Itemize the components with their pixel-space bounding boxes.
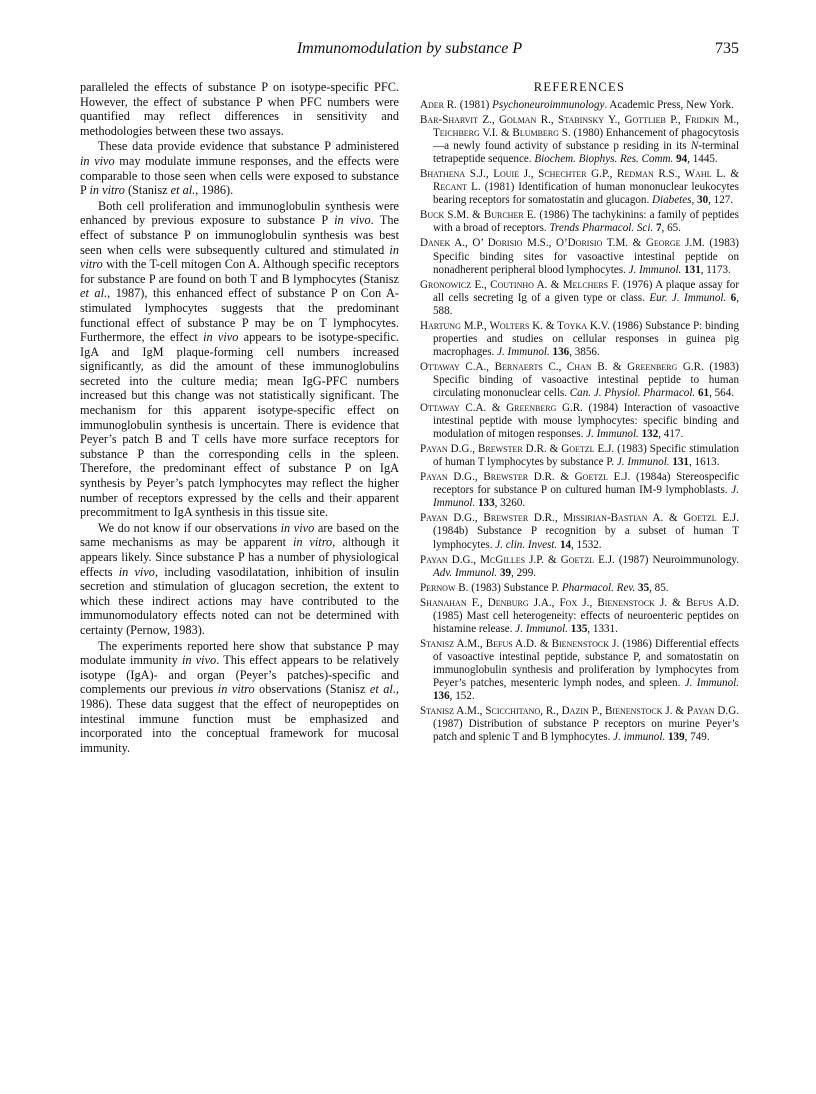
text-run: , 749. bbox=[684, 731, 710, 744]
italic-text: J. Immunol. bbox=[433, 484, 739, 510]
body-text-column bbox=[80, 80, 399, 755]
reference-entry bbox=[420, 512, 739, 551]
volume-number: 139 bbox=[668, 731, 685, 744]
italic-text: Psychoneuroimmunology bbox=[492, 99, 605, 111]
text-run: . Academic Press, New York. bbox=[604, 99, 734, 111]
volume-number: 30 bbox=[697, 194, 709, 207]
italic-text: in vivo bbox=[334, 213, 371, 228]
italic-text: J. clin. Invest. bbox=[495, 538, 558, 551]
text-run: (1976) A plaque assay for all cells secreting Ig of a given type or class. bbox=[433, 278, 740, 304]
text-run: (1984) Interaction of vasoactive intestinal peptide with mouse lymphocytes: specific binding and modulation of mitogen responses. bbox=[433, 402, 740, 441]
italic-text: J. Immunol. bbox=[497, 345, 550, 358]
text-run: , 564. bbox=[709, 386, 735, 399]
reference-entry bbox=[420, 597, 739, 636]
volume-number: 136 bbox=[433, 690, 450, 703]
italic-text: N bbox=[690, 140, 699, 153]
reference-entry bbox=[420, 114, 739, 166]
references-column bbox=[420, 80, 739, 746]
italic-text: in vitro bbox=[217, 682, 255, 697]
text-run: , 1445. bbox=[687, 153, 718, 166]
text-run: (1984b) Substance P recognition by a subset of human T lymphocytes. bbox=[433, 525, 739, 551]
text-run: with the T-cell mitogen Con A. Although specific receptors for substance P are found on both T and B lymphocytes (Stanisz bbox=[80, 257, 399, 286]
italic-text: Biochem. Biophys. Res. Comm. bbox=[534, 153, 674, 166]
text-run: (1986) The tachykinins: a family of peptides with a broad of receptors. bbox=[433, 209, 740, 235]
text-run: (1986) Substance P: binding properties and studies on cellular responses in guinea pig macrophages. bbox=[433, 319, 739, 358]
text-run: (1983) Specific stimulation of human T lymphocytes by substance P. bbox=[433, 443, 739, 469]
text-run: (1983) Specific binding sites for vasoactive intestinal peptide on nonadherent peripheral blood lymphocytes. bbox=[433, 237, 739, 276]
page-number: 735 bbox=[715, 40, 739, 57]
text-run: (1985) Mast cell heterogeneity: effects of neuroenteric peptides on histamine release. bbox=[433, 609, 739, 635]
text-run: (1987) Distribution of substance P receptors on murine Peyer’s patch and splenic T and B lymphocytes. bbox=[433, 718, 739, 744]
volume-number: 136 bbox=[552, 345, 570, 358]
text-run: , 3856. bbox=[569, 345, 600, 358]
text-run: , 299. bbox=[511, 566, 537, 579]
text-run: Both cell proliferation and immunoglobulin synthesis were enhanced by previous exposure to substance P bbox=[80, 198, 399, 228]
text-run: (1987) Neuroimmunology. bbox=[614, 553, 739, 566]
reference-entry bbox=[420, 209, 739, 235]
text-run: , 152. bbox=[449, 690, 475, 703]
italic-text: Trends Pharmacol. Sci. bbox=[549, 222, 654, 235]
italic-text: J. Immunol. bbox=[616, 456, 670, 469]
italic-text: J. Immunol. bbox=[515, 622, 568, 635]
text-run: , 1986). bbox=[195, 183, 234, 198]
text-run: (1986) Differential effects of vasoactive intestinal peptide, substance P, and somatostatin on immunoglobulin synthesis and proliferation by lymphocytes from Peyer’s patches, mesenteric lymph nodes, and spleen. bbox=[433, 637, 739, 689]
body-paragraph bbox=[80, 199, 399, 520]
volume-number: 14 bbox=[559, 538, 572, 551]
text-run: (1981) Identification of human mononuclear leukocytes bearing receptors for somatostatin and glucagon. bbox=[433, 181, 739, 207]
volume-number: 94 bbox=[676, 153, 688, 166]
text-run: , 3260. bbox=[494, 497, 526, 510]
reference-entry bbox=[420, 320, 739, 359]
text-run: , 127. bbox=[708, 194, 734, 207]
reference-entry bbox=[420, 361, 739, 400]
text-run: , 1986). These data suggest that the effect of neuropeptides on intestinal immune function must be emphasized and incorporated into the conceptual framework for mucosal immunity. bbox=[80, 682, 399, 755]
italic-text: Can. J. Physiol. Pharmacol. bbox=[569, 386, 696, 399]
text-run: appears to be isotype-specific. IgA and IgM plaque-forming cell numbers increased significantly, as did the amount of these immunoglobulins secreted into the culture media; mean IgG-PFC numbers increased but this change was not statistically significant. The mechanism for this apparent isotype-specific effect on immunoglobulin synthesis is uncertain. There is evidence that Peyer’s patch B and T cells have more surface receptors for substance P than the corresponding cells in the spleen. Therefore, the predominant effect of substance P on IgA synthesis by Peyer’s patch lymphocytes may reflect the higher number of receptors expressed by the cells and their apparent precommitment to IgA synthesis in this tissue site. bbox=[80, 330, 399, 520]
volume-number: 7 bbox=[655, 222, 662, 235]
text-run: (1983) Specific binding of vasoactive intestinal peptide to human circulating mononuclear cells. bbox=[433, 360, 739, 399]
reference-entry bbox=[420, 471, 739, 510]
italic-text: Adv. Immunol. bbox=[433, 566, 498, 579]
text-run: (1980) Enhancement of phagocytosis—a newly found activity of substance p residing in its bbox=[433, 127, 739, 153]
reference-entry bbox=[420, 554, 739, 580]
reference-authors: Payan D.G., Brewster D.R. & Goetzl E.J. bbox=[420, 471, 631, 484]
volume-number: 6 bbox=[730, 291, 737, 304]
volume-number: 39 bbox=[499, 566, 512, 579]
volume-number: 133 bbox=[478, 497, 495, 510]
reference-authors: Payan D.G., McGilles J.P. & Goetzl E.J. bbox=[420, 553, 615, 566]
italic-text: et al. bbox=[369, 682, 396, 697]
italic-text: J. Immunol. bbox=[628, 263, 682, 276]
italic-text: in vitro bbox=[80, 242, 399, 272]
reference-authors: Payan D.G., Brewster D.R. & Goetzl E.J. bbox=[420, 443, 615, 456]
text-run: . The effect of substance P on immunoglobulin synthesis was best seen when cells were subsequently cultured and stimulated bbox=[80, 213, 399, 257]
text-run: (1983) Substance P. bbox=[468, 581, 562, 594]
reference-authors: Gronowicz E., Coutinho A. & Melchers F. bbox=[420, 278, 620, 291]
text-run: (Stanisz bbox=[124, 183, 171, 198]
reference-authors: Bhathena S.J., Louie J., Schechter G.P., Redman R.S., Wahl L. & Recant L. bbox=[420, 168, 739, 194]
text-run: , bbox=[691, 194, 698, 207]
reference-entry bbox=[420, 402, 739, 441]
page-header bbox=[80, 38, 739, 60]
volume-number: 61 bbox=[697, 386, 710, 399]
text-run: observations (Stanisz bbox=[254, 682, 370, 697]
reference-entry bbox=[420, 237, 739, 276]
reference-authors: Bar-Sharvit Z., Golman R., Stabinsky Y., Gottlieb P., Fridkin M., Teichberg V.I. & Blumberg S. bbox=[420, 114, 739, 140]
text-run: may modulate immune responses, and the effects were comparable to those seen when cells were exposed to substance P bbox=[80, 153, 399, 198]
text-run: (1984a) Stereospecific receptors for substance P on cultured human IM-9 lymphoblasts. bbox=[433, 471, 740, 497]
text-run: , 1331. bbox=[587, 622, 618, 635]
reference-authors: Stanisz A.M., Scicchitano, R., Dazin P., Bienenstock J. & Payan D.G. bbox=[420, 705, 739, 718]
text-run: , 1987), this enhanced effect of substance P on Con A-stimulated lymphocytes suggests that the predominant functional effect of substance P may be on T lymphocytes. Furthermore, the effect bbox=[80, 286, 399, 345]
italic-text: Pharmacol. Rev. bbox=[561, 581, 636, 594]
text-run: , 1532. bbox=[571, 538, 602, 551]
italic-text: in vitro bbox=[89, 183, 125, 198]
body-paragraph bbox=[80, 639, 399, 756]
reference-entry bbox=[420, 168, 739, 207]
italic-text: in vivo bbox=[203, 330, 239, 345]
reference-entry bbox=[420, 99, 739, 112]
reference-authors: Stanisz A.M., Befus A.D. & Bienenstock J. bbox=[420, 637, 620, 650]
italic-text: et al. bbox=[170, 183, 196, 198]
reference-authors: Buck S.M. & Burcher E. bbox=[420, 209, 537, 222]
reference-authors: Danek A., O’ Dorisio M.S., O’Dorisio T.M. & George J.M. bbox=[420, 237, 705, 250]
text-run: paralleled the effects of substance P on isotype-specific PFC. However, the effect of substance P when PFC numbers were quantified may reflect differences in sensitivity and methodologies between these two assays. bbox=[80, 80, 399, 138]
italic-text: in vivo bbox=[80, 153, 115, 168]
italic-text: J. Immunol. bbox=[586, 428, 639, 441]
text-run: The experiments reported here show that substance P may modulate immunity bbox=[80, 638, 399, 668]
references-heading: REFERENCES bbox=[533, 80, 626, 94]
body-paragraph bbox=[80, 139, 399, 197]
reference-authors: Pernow B. bbox=[420, 581, 469, 594]
body-paragraph bbox=[80, 521, 399, 638]
text-run: , 65. bbox=[661, 222, 681, 235]
text-run: , 85. bbox=[649, 581, 669, 594]
reference-authors: Ottaway C.A. & Greenberg G.R. bbox=[420, 402, 583, 415]
reference-entry bbox=[420, 443, 739, 469]
running-title: Immunomodulation by substance P bbox=[296, 40, 523, 57]
text-run: , 1173. bbox=[700, 263, 731, 276]
italic-text: J. Immunol. bbox=[684, 676, 739, 689]
italic-text: Eur. J. Immunol. bbox=[649, 291, 727, 304]
italic-text: in vivo bbox=[118, 564, 155, 579]
reference-authors: Shanahan F., Denburg J.A., Fox J., Bienenstock J. & Befus A.D. bbox=[420, 596, 739, 609]
text-run: . This effect appears to be relatively isotype (IgA)- and organ (Peyer’s patches)-specific and complements our previous bbox=[80, 653, 399, 697]
volume-number: 35 bbox=[638, 581, 650, 594]
reference-authors: Ader R. bbox=[420, 99, 457, 111]
volume-number: 131 bbox=[672, 456, 689, 469]
reference-entry bbox=[420, 582, 739, 595]
text-run: , 1613. bbox=[688, 456, 720, 469]
reference-authors: Hartung M.P., Wolters K. & Toyka K.V. bbox=[420, 319, 610, 332]
body-paragraph bbox=[80, 80, 399, 138]
text-run: We do not know if our observations bbox=[98, 520, 281, 535]
reference-list bbox=[420, 99, 739, 744]
italic-text: J. immunol. bbox=[613, 731, 666, 744]
reference-entry bbox=[420, 705, 739, 744]
italic-text: in vivo bbox=[280, 520, 315, 535]
reference-entry bbox=[420, 279, 739, 318]
volume-number: 135 bbox=[570, 622, 588, 635]
text-run: These data provide evidence that substance P administered bbox=[98, 139, 399, 154]
volume-number: 132 bbox=[641, 428, 659, 441]
text-run: , although it appears likely. Since substance P has a number of physiological effects bbox=[80, 535, 399, 579]
text-run: , 588. bbox=[433, 291, 739, 317]
italic-text: Diabetes bbox=[652, 194, 692, 207]
text-run: -terminal tetrapeptide sequence. bbox=[433, 140, 739, 166]
italic-text: in vitro bbox=[292, 535, 333, 550]
text-run: (1981) bbox=[456, 99, 493, 111]
text-run: , including vasodilatation, inhibition of insulin secretion and stimulation of glucagon secretion, the extent to which these indirect actions may have contributed to the immunomodulatory effects noted can not be determined with certainty (Pernow, 1983). bbox=[80, 564, 399, 637]
italic-text: in vivo bbox=[181, 653, 217, 668]
volume-number: 131 bbox=[684, 263, 701, 276]
reference-entry bbox=[420, 638, 739, 703]
text-run: are based on the same mechanisms as may be apparent bbox=[80, 520, 399, 550]
reference-authors: Ottaway C.A., Bernaerts C., Chan B. & Greenberg G.R. bbox=[420, 360, 704, 373]
text-run: , 417. bbox=[658, 428, 684, 441]
reference-authors: Payan D.G., Brewster D.R., Missirian-Bastian A. & Goetzl E.J. bbox=[420, 512, 739, 525]
italic-text: et al. bbox=[80, 286, 108, 301]
